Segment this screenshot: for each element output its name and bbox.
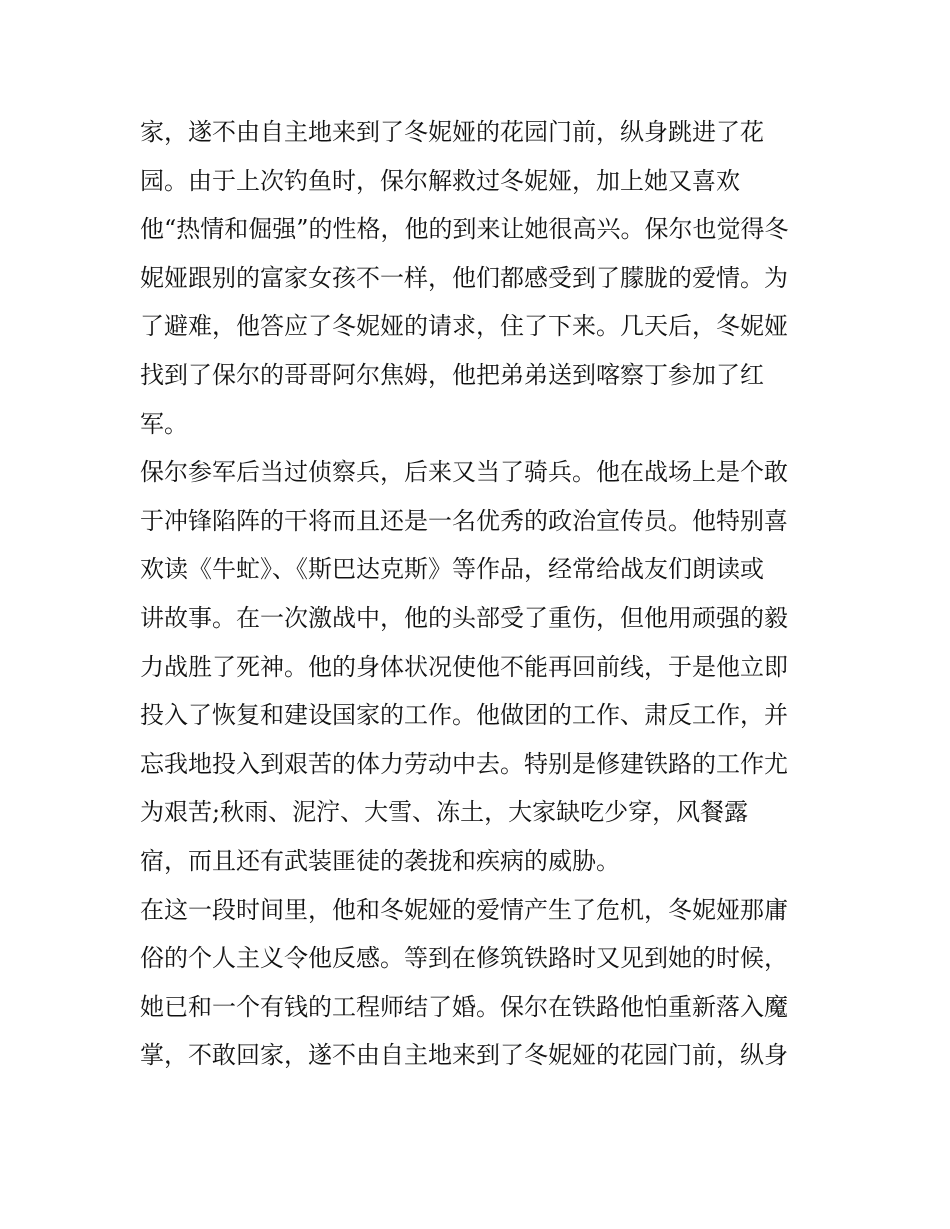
- text-line: 忘我地投入到艰苦的体力劳动中去。特别是修建铁路的工作尤: [140, 749, 788, 778]
- text-line: 欢读《牛虻》、《斯巴达克斯》等作品，经常给战友们朗读或: [140, 555, 764, 584]
- text-line: 宿，而且还有武装匪徒的袭拢和疾病的威胁。: [140, 846, 620, 875]
- text-line: 保尔参军后当过侦察兵，后来又当了骑兵。他在战场上是个敢: [140, 458, 788, 487]
- text-line: 为艰苦;秋雨、泥泞、大雪、冻土，大家缺吃少穿，风餐露: [140, 798, 749, 827]
- text-line: 掌，不敢回家，遂不由自主地来到了冬妮娅的花园门前，纵身: [140, 1041, 788, 1070]
- text-line: 在这一段时间里，他和冬妮娅的爱情产生了危机，冬妮娅那庸: [140, 895, 788, 924]
- text-line: 讲故事。在一次激战中，他的头部受了重伤，但他用顽强的毅: [140, 603, 788, 632]
- text-line: 军。: [140, 409, 188, 438]
- text-line: 投入了恢复和建设国家的工作。他做团的工作、肃反工作，并: [140, 701, 788, 730]
- text-line: 了避难，他答应了冬妮娅的请求，住了下来。几天后，冬妮娅: [140, 312, 788, 341]
- text-line: 她已和一个有钱的工程师结了婚。保尔在铁路他怕重新落入魔: [140, 992, 788, 1021]
- text-line: 俗的个人主义令他反感。等到在修筑铁路时又见到她的时候，: [140, 944, 788, 973]
- text-line: 找到了保尔的哥哥阿尔焦姆，他把弟弟送到喀察丁参加了红: [140, 360, 764, 389]
- text-line: 家，遂不由自主地来到了冬妮娅的花园门前，纵身跳进了花: [140, 118, 764, 146]
- body-text: [140, 108, 820, 1080]
- text-line: 园。由于上次钓鱼时，保尔解救过冬妮娅，加上她又喜欢: [140, 166, 740, 195]
- text-line: 力战胜了死神。他的身体状况使他不能再回前线，于是他立即: [140, 652, 788, 681]
- text-line: 他“热情和倔强”的性格，他的到来让她很高兴。保尔也觉得冬: [140, 215, 789, 244]
- text-line: 于冲锋陷阵的干将而且还是一名优秀的政治宣传员。他特别喜: [140, 506, 788, 535]
- text-line: 妮娅跟别的富家女孩不一样，他们都感受到了朦胧的爱情。为: [140, 263, 788, 292]
